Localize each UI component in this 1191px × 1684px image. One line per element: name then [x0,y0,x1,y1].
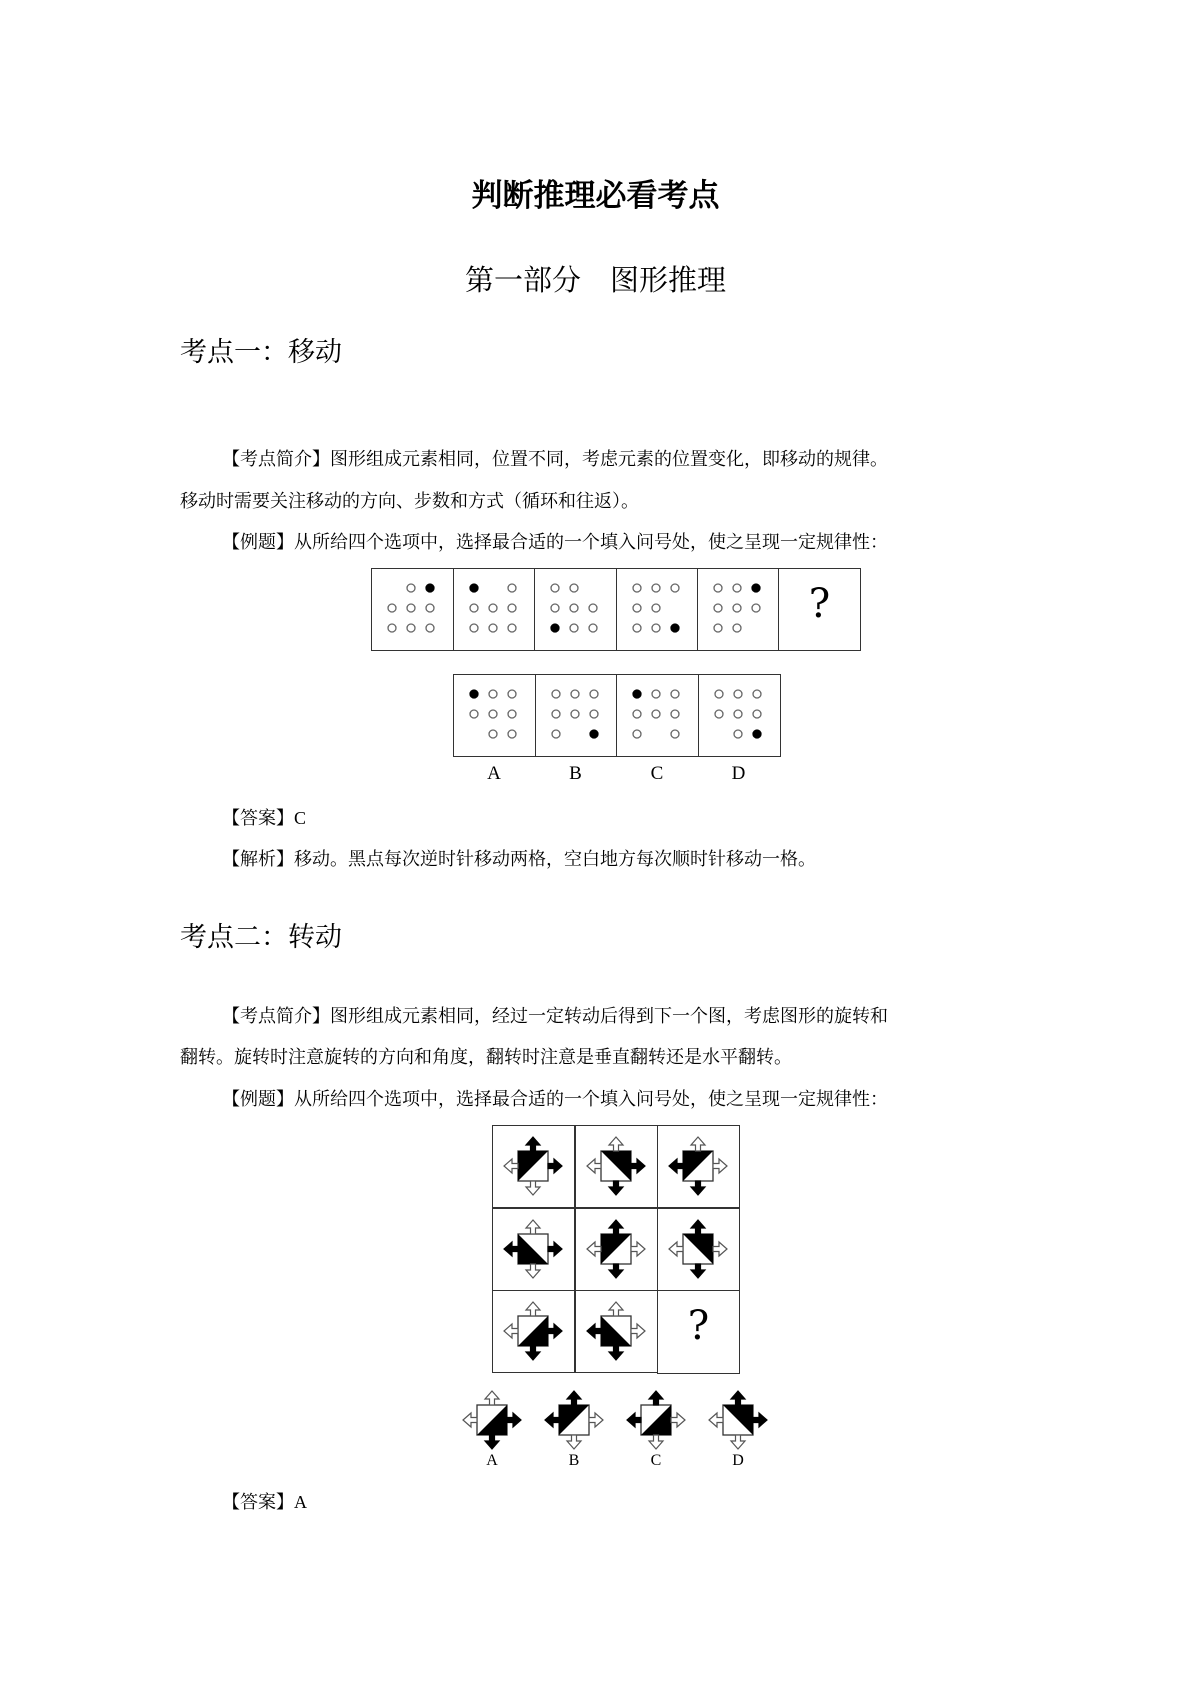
answer-label: 【答案】 [222,1492,294,1513]
dot-stem-cell [371,568,454,651]
white-arrow-left-icon [669,1242,683,1256]
white-dot [552,730,560,738]
white-arrow-left-icon [587,1159,601,1173]
black-arrow-right-icon [507,1413,521,1427]
white-arrow-up-icon [609,1302,623,1316]
white-arrow-left-icon [709,1413,723,1427]
white-dot [571,690,579,698]
white-dot [671,710,679,718]
rotation-option-d [698,1380,778,1460]
black-arrow-right-icon [753,1413,767,1427]
white-dot [489,710,497,718]
white-dot [508,730,516,738]
white-dot [388,604,396,612]
black-arrow-down-icon [691,1264,705,1278]
section1-intro-line1: 【考点简介】图形组成元素相同，位置不同，考虑元素的位置变化，即移动的规律。 [222,449,888,470]
white-dot [714,604,722,612]
white-dot [652,604,660,612]
rotation-grid-cell [657,1125,740,1208]
question-mark: ? [808,581,831,627]
question-cell [778,568,861,651]
white-arrow-down-icon [731,1435,745,1449]
white-dot [633,730,641,738]
white-dot [552,690,560,698]
dot-stem-cell [534,568,617,651]
black-arrow-left-icon [669,1159,683,1173]
rotation-grid-cell [657,1208,740,1291]
white-dot [633,624,641,632]
white-dot [426,624,434,632]
rotation-grid-cell [575,1125,658,1208]
white-dot [407,584,415,592]
dot-option-cell-c [616,674,699,757]
white-dot [552,710,560,718]
white-dot [508,624,516,632]
rotation-grid-cell [492,1208,575,1291]
white-dot [589,604,597,612]
section1-example: 【例题】从所给四个选项中，选择最合适的一个填入问号处，使之呈现一定规律性： [222,532,888,553]
dot-stem-cell [697,568,780,651]
answer-value: C [294,808,307,828]
white-arrow-left-icon [504,1159,518,1173]
white-dot [633,604,641,612]
white-dot [752,604,760,612]
option-label: B [569,763,582,784]
black-dot [470,584,478,592]
black-dot [470,690,478,698]
white-dot [734,730,742,738]
white-dot [652,624,660,632]
white-arrow-up-icon [526,1220,540,1234]
black-arrow-down-icon [609,1264,623,1278]
black-arrow-down-icon [691,1181,705,1195]
section1-heading: 考点一：移动 [180,337,342,368]
white-dot [714,584,722,592]
question-cell [657,1290,740,1374]
white-arrow-up-icon [691,1137,705,1151]
white-dot [508,604,516,612]
dot-stem-cell [616,568,699,651]
black-arrow-up-icon [567,1391,581,1405]
white-dot [407,604,415,612]
document-title: 判断推理必看考点 [471,178,720,214]
option-label: D [731,763,746,784]
white-dot [426,604,434,612]
black-arrow-down-icon [609,1346,623,1360]
white-dot [633,584,641,592]
white-dot [733,604,741,612]
rotation-grid-cell [492,1290,575,1373]
white-dot [734,710,742,718]
rotation-grid-cell [575,1290,658,1373]
dot-option-cell-a [453,674,536,757]
white-arrow-left-icon [504,1324,518,1338]
white-dot [551,604,559,612]
black-arrow-right-icon [548,1242,562,1256]
option-label: A [487,763,501,784]
white-dot [388,624,396,632]
black-dot [633,690,641,698]
white-arrow-up-icon [485,1391,499,1405]
white-arrow-down-icon [649,1435,663,1449]
black-arrow-down-icon [485,1435,499,1449]
white-dot [753,690,761,698]
white-arrow-up-icon [609,1137,623,1151]
white-dot [470,624,478,632]
black-arrow-up-icon [691,1220,705,1234]
dot-stem-cell [453,568,536,651]
white-dot [470,604,478,612]
white-dot [570,584,578,592]
white-dot [489,730,497,738]
answer-label: 【答案】 [222,808,294,829]
section1-analysis: 【解析】移动。黑点每次逆时针移动两格，空白地方每次顺时针移动一格。 [222,849,816,870]
black-arrow-left-icon [545,1413,559,1427]
rotation-grid-cell [492,1125,575,1208]
white-dot [734,690,742,698]
white-dot [714,624,722,632]
white-dot [570,624,578,632]
white-dot [633,710,641,718]
black-arrow-right-icon [548,1324,562,1338]
rotation-option-c [616,1380,696,1460]
white-dot [470,710,478,718]
option-label: B [568,1452,580,1469]
white-dot [508,690,516,698]
section2-example: 【例题】从所给四个选项中，选择最合适的一个填入问号处，使之呈现一定规律性： [222,1089,888,1110]
white-dot [508,584,516,592]
white-dot [652,710,660,718]
white-arrow-right-icon [671,1413,685,1427]
black-dot [590,730,598,738]
white-arrow-right-icon [631,1242,645,1256]
white-dot [590,690,598,698]
option-label: C [650,1452,662,1469]
rotation-option-b [534,1380,614,1460]
white-dot [715,690,723,698]
dot-option-cell-b [535,674,618,757]
white-arrow-right-icon [713,1242,727,1256]
white-dot [671,584,679,592]
question-mark: ? [687,1303,710,1349]
white-arrow-down-icon [526,1264,540,1278]
white-arrow-down-icon [526,1181,540,1195]
black-dot [426,584,434,592]
white-dot [489,624,497,632]
section2-heading: 考点二：转动 [180,922,342,953]
white-arrow-down-icon [567,1435,581,1449]
white-dot [652,584,660,592]
section2-intro-line1: 【考点简介】图形组成元素相同，经过一定转动后得到下一个图，考虑图形的旋转和 [222,1006,888,1027]
white-arrow-right-icon [589,1413,603,1427]
white-dot [733,584,741,592]
black-arrow-up-icon [731,1391,745,1405]
white-dot [671,730,679,738]
white-dot [407,624,415,632]
black-arrow-down-icon [526,1346,540,1360]
part-heading: 第一部分 图形推理 [464,263,726,297]
white-dot [508,710,516,718]
black-dot [671,624,679,632]
option-label: A [486,1452,498,1469]
white-dot [733,624,741,632]
white-arrow-right-icon [631,1324,645,1338]
white-dot [652,690,660,698]
white-dot [671,690,679,698]
rotation-grid-cell [575,1208,658,1291]
section2-answer [222,1492,307,1513]
answer-value: A [294,1492,307,1512]
black-arrow-up-icon [609,1220,623,1234]
black-arrow-right-icon [631,1159,645,1173]
white-arrow-up-icon [526,1302,540,1316]
white-dot [753,710,761,718]
black-arrow-left-icon [627,1413,641,1427]
black-arrow-down-icon [609,1181,623,1195]
black-arrow-left-icon [587,1324,601,1338]
rotation-option-a [452,1380,532,1460]
black-arrow-right-icon [548,1159,562,1173]
black-dot [753,730,761,738]
white-dot [489,604,497,612]
white-arrow-left-icon [587,1242,601,1256]
black-dot [551,624,559,632]
white-dot [715,710,723,718]
option-label: C [650,763,664,784]
white-arrow-left-icon [463,1413,477,1427]
black-arrow-left-icon [504,1242,518,1256]
section2-intro-line2: 翻转。旋转时注意旋转的方向和角度，翻转时注意是垂直翻转还是水平翻转。 [180,1047,792,1068]
black-dot [752,584,760,592]
white-dot [570,604,578,612]
section1-intro-line2: 移动时需要关注移动的方向、步数和方式（循环和往返）。 [180,491,639,512]
option-label: D [732,1452,744,1469]
white-dot [571,710,579,718]
white-dot [489,690,497,698]
section1-answer [222,808,306,829]
white-dot [589,624,597,632]
white-dot [590,710,598,718]
white-dot [551,584,559,592]
dot-option-cell-d [698,674,781,757]
black-arrow-up-icon [526,1137,540,1151]
white-arrow-right-icon [713,1159,727,1173]
black-arrow-up-icon [649,1391,663,1405]
